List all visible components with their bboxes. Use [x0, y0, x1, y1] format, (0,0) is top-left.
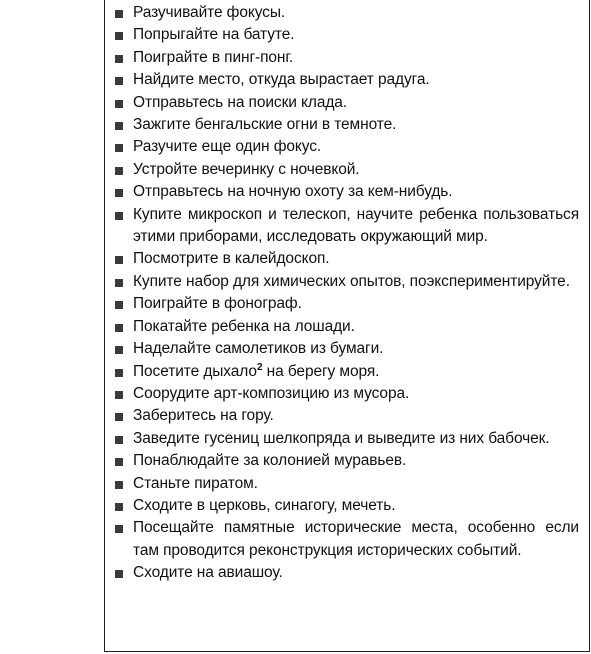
square-bullet-icon — [115, 100, 123, 108]
list-item — [112, 473, 579, 495]
list-item-text: Разучивайте фокусы. — [133, 4, 286, 21]
table-right-border — [589, 0, 590, 652]
list-item — [112, 114, 579, 136]
list-item — [112, 405, 579, 427]
list-item — [112, 517, 579, 562]
list-item-text: Попрыгайте на батуте. — [133, 26, 295, 44]
list-item-text: Покатайте ребенка на лошади. — [133, 317, 355, 335]
list-item-text: Отправьтесь на ночную охоту за кем-нибудь. — [133, 183, 453, 201]
list-item-text: Устройте вечеринку с ночевкой. — [133, 160, 360, 178]
square-bullet-icon — [115, 122, 123, 130]
square-bullet-icon — [115, 525, 123, 533]
list-item — [112, 450, 579, 472]
square-bullet-icon — [115, 436, 123, 444]
square-bullet-icon — [115, 77, 123, 85]
list-item — [112, 92, 579, 114]
square-bullet-icon — [115, 458, 123, 466]
list-item — [112, 562, 579, 584]
list-item — [112, 361, 579, 383]
list-item-text: Понаблюдайте за колонией муравьев. — [133, 452, 407, 470]
list-item — [112, 293, 579, 315]
list-item — [112, 248, 579, 270]
list-item-text: Купите микроскоп и телескоп, научите ребенка пользоваться этими приборами, исследовать окружающий мир. — [133, 205, 579, 246]
list-item-text: Посмотрите в калейдоскоп. — [133, 250, 330, 268]
square-bullet-icon — [115, 189, 123, 197]
list-item-text: Соорудите арт-композицию из мусора. — [133, 384, 410, 402]
list-item — [112, 47, 579, 69]
square-bullet-icon — [115, 369, 123, 377]
square-bullet-icon — [115, 413, 123, 421]
table-left-border — [104, 0, 105, 652]
list-item — [112, 383, 579, 405]
list-item — [112, 69, 579, 91]
list-item — [112, 2, 579, 24]
square-bullet-icon — [115, 55, 123, 63]
list-item — [112, 271, 579, 293]
list-item-text: Поиграйте в фонограф. — [133, 295, 302, 313]
list-item-text: Заведите гусениц шелкопряда и выведите из них бабочек. — [133, 429, 550, 447]
square-bullet-icon — [115, 167, 123, 175]
square-bullet-icon — [115, 481, 123, 489]
square-bullet-icon — [115, 503, 123, 511]
square-bullet-icon — [115, 301, 123, 309]
list-item — [112, 24, 579, 46]
square-bullet-icon — [115, 570, 123, 578]
list-item-text: Разучите еще один фокус. — [133, 138, 322, 156]
list-item — [112, 159, 579, 181]
list-item — [112, 316, 579, 338]
square-bullet-icon — [115, 10, 123, 18]
list-item-text-after: на берегу моря. — [262, 362, 380, 380]
footnote-marker: 2 — [256, 361, 263, 373]
list-item-text: Посещайте памятные исторические места, особенно если там проводится реконструкция исторических событий. — [133, 519, 579, 559]
table-bottom-border — [104, 651, 590, 652]
square-bullet-icon — [115, 279, 123, 287]
list-item — [112, 181, 579, 203]
square-bullet-icon — [115, 144, 123, 152]
list-item-text: Отправьтесь на поиски клада. — [133, 93, 348, 111]
activity-list — [112, 2, 579, 585]
list-item — [112, 338, 579, 360]
list-item-text: Поиграйте в пинг-понг. — [133, 48, 294, 66]
square-bullet-icon — [115, 324, 123, 332]
list-item — [112, 204, 579, 249]
list-item — [112, 136, 579, 158]
square-bullet-icon — [115, 212, 123, 220]
list-item-text-before: Посетите дыхало — [133, 362, 257, 380]
square-bullet-icon — [115, 256, 123, 264]
list-item-text: Купите набор для химических опытов, поэкспериментируйте. — [133, 272, 570, 290]
list-item-text: Зажгите бенгальские огни в темноте. — [133, 116, 397, 134]
square-bullet-icon — [115, 32, 123, 40]
list-item — [112, 495, 579, 517]
list-item-text: Сходите на авиашоу. — [133, 564, 283, 582]
square-bullet-icon — [115, 346, 123, 354]
list-item-text: Найдите место, откуда вырастает радуга. — [133, 71, 430, 89]
list-item-text: Станьте пиратом. — [133, 474, 258, 492]
list-item-text: Заберитесь на гору. — [133, 407, 274, 425]
square-bullet-icon — [115, 391, 123, 399]
list-item — [112, 428, 579, 450]
list-item-text: Сходите в церковь, синагогу, мечеть. — [133, 496, 396, 514]
list-item-text: Наделайте самолетиков из бумаги. — [133, 340, 384, 358]
